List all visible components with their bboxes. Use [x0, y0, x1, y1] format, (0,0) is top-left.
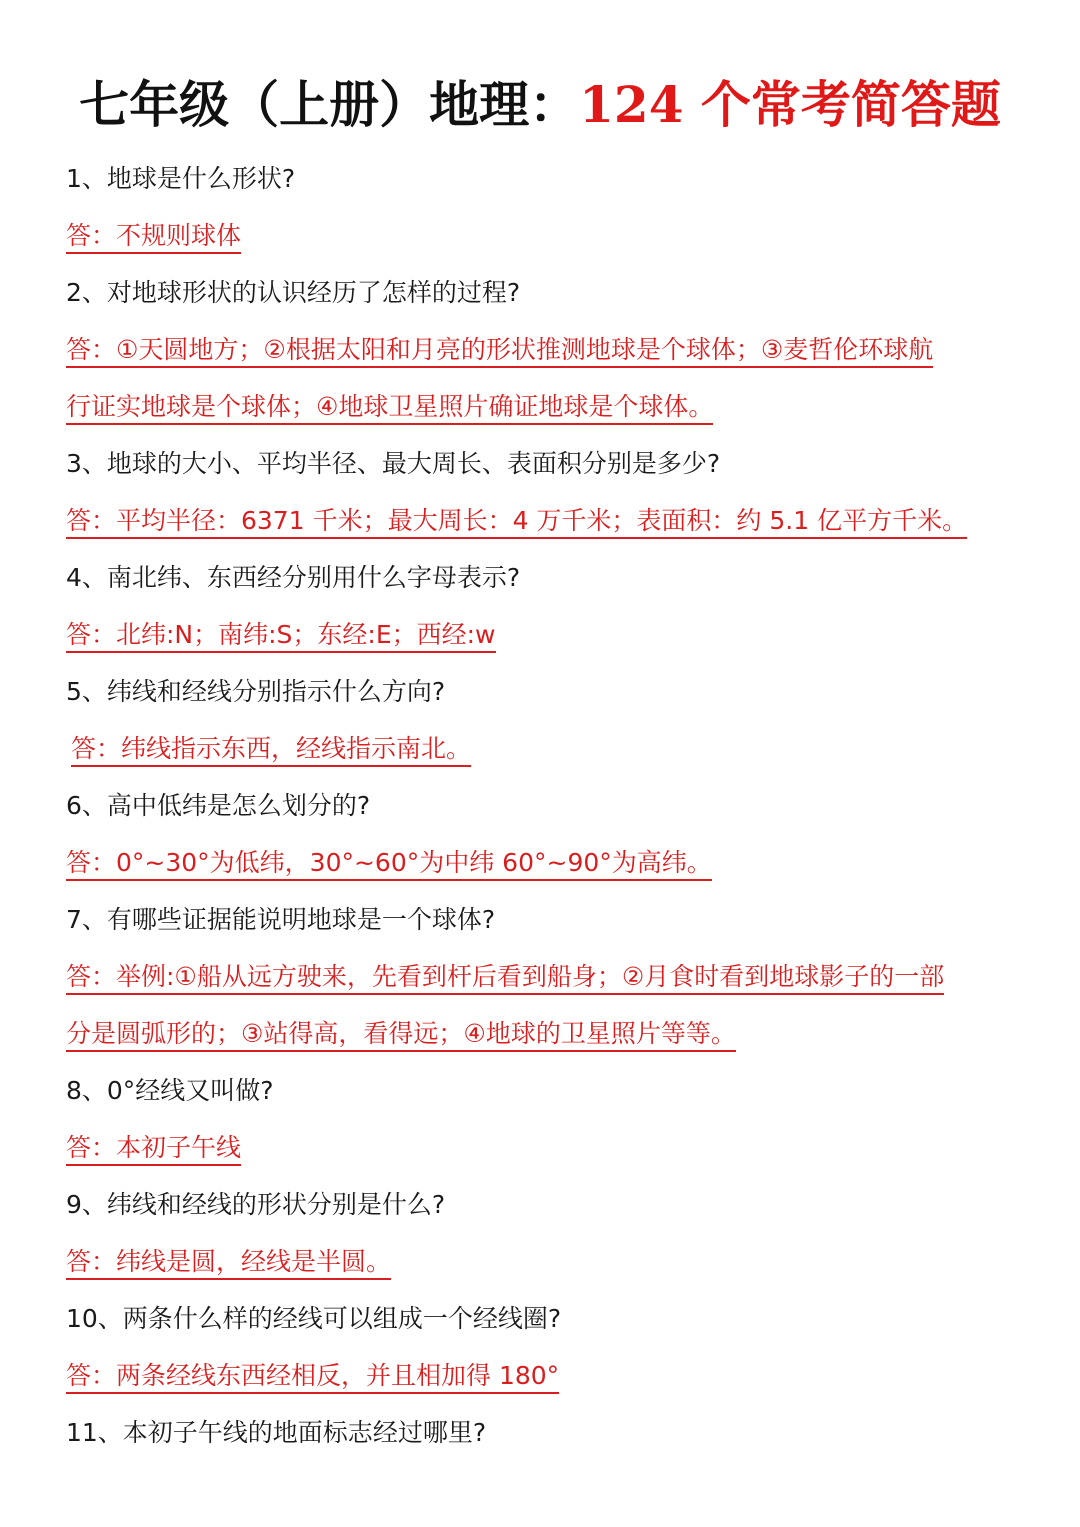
- answer-8: [66, 1119, 1026, 1176]
- answer-2: [66, 321, 1026, 435]
- answer-5: [66, 720, 1026, 777]
- answer-line: 答：0°~30°为低纬，30°~60°为中纬 60°~90°为高纬。: [66, 848, 712, 881]
- question-11: 11、本初子午线的地面标志经过哪里?: [66, 1418, 487, 1447]
- question-4: 4、南北纬、东西经分别用什么字母表示?: [66, 563, 521, 592]
- answer-line: 答：纬线是圆，经线是半圆。: [66, 1247, 391, 1280]
- question-7: 7、有哪些证据能说明地球是一个球体?: [66, 905, 496, 934]
- title-main: 七年级（上册）地理：: [79, 75, 580, 134]
- answer-line: 答：平均半径：6371 千米；最大周长：4 万千米；表面积：约 5.1 亿平方千米。: [66, 506, 967, 539]
- answer-line: 答：①天圆地方；②根据太阳和月亮的形状推测地球是个球体；③麦哲伦环球航: [66, 335, 933, 368]
- answer-1: [66, 207, 1026, 264]
- answer-line: 分是圆弧形的；③站得高，看得远；④地球的卫星照片等等。: [66, 1019, 736, 1052]
- question-1: 1、地球是什么形状?: [66, 164, 296, 193]
- page-title: [0, 70, 1080, 140]
- answer-line: 答：纬线指示东西，经线指示南北。: [71, 734, 471, 767]
- answer-line: 答：举例:①船从远方驶来，先看到杆后看到船身；②月食时看到地球影子的一部: [66, 962, 944, 995]
- answer-line: 答：两条经线东西经相反，并且相加得 180°: [66, 1361, 559, 1394]
- question-2: 2、对地球形状的认识经历了怎样的过程?: [66, 278, 521, 307]
- answer-line: 答：北纬:N；南纬:S；东经:E；西经:w: [66, 620, 496, 653]
- question-5: 5、纬线和经线分别指示什么方向?: [66, 677, 446, 706]
- question-6: 6、高中低纬是怎么划分的?: [66, 791, 371, 820]
- answer-line: 答：本初子午线: [66, 1133, 241, 1166]
- question-9: 9、纬线和经线的形状分别是什么?: [66, 1190, 446, 1219]
- answer-10: [66, 1347, 1026, 1404]
- answer-7: [66, 948, 1026, 1062]
- title-highlight: 124 个常考简答题: [579, 75, 1001, 134]
- answer-line: 答：不规则球体: [66, 221, 241, 254]
- question-8: 8、0°经线又叫做?: [66, 1076, 274, 1105]
- answer-6: [66, 834, 1026, 891]
- qa-list: [66, 150, 1026, 1461]
- answer-3: [66, 492, 1026, 549]
- answer-9: [66, 1233, 1026, 1290]
- question-3: 3、地球的大小、平均半径、最大周长、表面积分别是多少?: [66, 449, 721, 478]
- answer-4: [66, 606, 1026, 663]
- question-10: 10、两条什么样的经线可以组成一个经线圈?: [66, 1304, 562, 1333]
- answer-line: 行证实地球是个球体；④地球卫星照片确证地球是个球体。: [66, 392, 713, 425]
